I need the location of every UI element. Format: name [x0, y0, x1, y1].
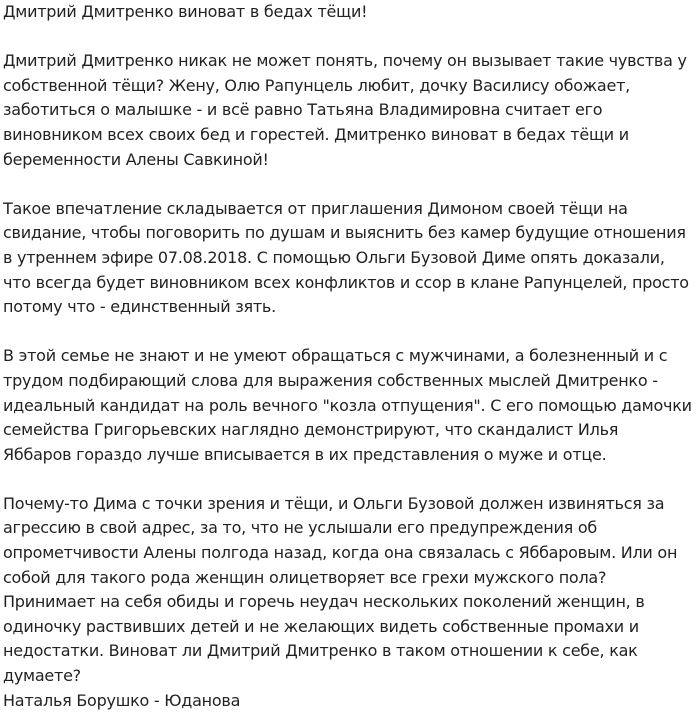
text-line: семейства Григорьевских наглядно демонстрируют, что скандалист Илья [3, 420, 619, 440]
text-line: потому что - единственный зять. [3, 297, 276, 317]
text-line: виновником всех своих бед и горестей. Дмитренко виноват в бедах тёщи и [3, 124, 629, 144]
paragraph-2 [3, 197, 699, 320]
text-line: свидание, чтобы поговорить по душам и выяснить без камер будущие отношения [3, 223, 686, 243]
text-line: В этой семье не знают и не умеют обращаться с мужчинами, а болезненный и с [3, 346, 668, 366]
paragraph-4 [3, 492, 699, 689]
spacer [3, 172, 699, 197]
text-line: идеальный кандидат на роль вечного "козла отпущения". С его помощью дамочки [3, 395, 692, 415]
paragraph-3 [3, 344, 699, 467]
text-line: беременности Алены Савкиной! [3, 149, 269, 169]
spacer [3, 25, 699, 50]
article-title: Дмитрий Дмитренко виноват в бедах тёщи! [3, 2, 368, 21]
text-line: опрометчивости Алены полгода назад, когда она связалась с Яббаровым. Или он [3, 543, 678, 563]
text-line: собственной тёщи? Жену, Олю Рапунцель любит, дочку Василису обожает, [3, 75, 630, 95]
spacer [3, 467, 699, 492]
text-line: что всегда будет виновником всех конфликтов и ссор в клане Рапунцелей, просто [3, 272, 689, 292]
text-line: собой для такого рода женщин олицетворяет все грехи мужского пола? [3, 567, 607, 587]
text-line: одиночку раствивших детей и не желающих видеть собственные промахи и [3, 616, 639, 636]
text-line: трудом подбирающий слова для выражения собственных мыслей Дмитренко - [3, 370, 658, 390]
text-line: заботиться о малышке - и всё равно Татьяна Владимировна считает его [3, 100, 603, 120]
paragraph-1 [3, 49, 699, 172]
spacer [3, 320, 699, 345]
author-signature: Наталья Борушко - Юданова [3, 690, 241, 710]
text-line: Принимает на себя обиды и горечь неудач нескольких поколений женщин, в [3, 592, 645, 612]
text-line: агрессию в свой адрес, за то, что не услышали его предупреждения об [3, 518, 597, 538]
text-line: Такое впечатление складывается от приглашения Димоном своей тёщи на [3, 198, 628, 218]
text-line: Почему-то Дима с точки зрения и тёщи, и Ольги Бузовой должен извиняться за [3, 493, 665, 513]
text-line: Яббаров гораздо лучше вписывается в их представления о муже и отце. [3, 444, 607, 464]
text-line: в утреннем эфире 07.08.2018. С помощью Ольги Бузовой Диме опять доказали, [3, 247, 665, 267]
text-line: думаете? [3, 666, 81, 686]
text-line: Дмитрий Дмитренко никак не может понять, почему он вызывает такие чувства у [3, 51, 687, 71]
text-line: недостатки. Виноват ли Дмитрий Дмитренко в таком отношении к себе, как [3, 641, 638, 661]
